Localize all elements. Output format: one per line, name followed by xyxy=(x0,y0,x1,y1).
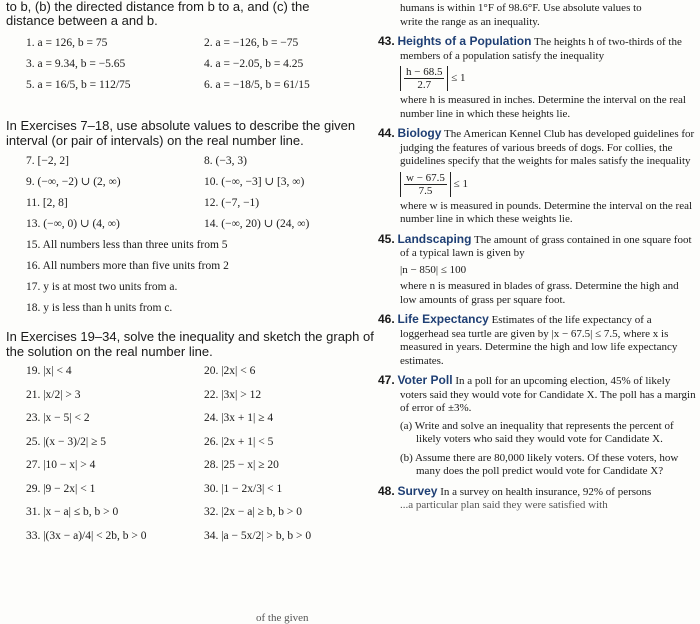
exercise-3: 3. a = 9.34, b = −5.65 xyxy=(26,58,126,70)
exercise-16: 16. All numbers more than five units from 2 xyxy=(26,260,229,272)
exercise-8: 8. (−3, 3) xyxy=(204,155,247,167)
exercise-5: 5. a = 16/5, b = 112/75 xyxy=(26,79,131,91)
exercise-title: Survey xyxy=(397,483,438,498)
exercise-title: Landscaping xyxy=(397,231,472,246)
exercise-title: Life Expectancy xyxy=(397,312,489,326)
exercise-13: 13. (−∞, 0) ∪ (4, ∞) xyxy=(26,218,120,230)
interval-exercises xyxy=(6,152,374,320)
fragment-line-1: humans is within 1°F of 98.6°F. Use absolute values to xyxy=(400,2,642,14)
exercise-15: 15. All numbers less than three units from 5 xyxy=(26,239,228,251)
exercise-32: 32. |2x − a| ≥ b, b > 0 xyxy=(204,506,302,518)
formula-numerator: w − 67.5 xyxy=(406,171,445,184)
part-b: (b) Assume there are 80,000 likely voters. Of these voters, how many does the poll predict would vote for Candidate X? xyxy=(400,451,679,477)
exercise-9: 9. (−∞, −2) ∪ (2, ∞) xyxy=(26,176,121,188)
formula xyxy=(400,66,696,91)
formula-rhs: ≤ 1 xyxy=(451,72,466,85)
exercise-12: 12. (−7, −1) xyxy=(204,197,260,209)
exercise-number: 48. xyxy=(378,483,395,498)
exercise-17: 17. y is at most two units from a. xyxy=(26,281,178,293)
formula-numerator: h − 68.5 xyxy=(406,66,443,78)
exercise-25: 25. |(x − 3)/2| ≥ 5 xyxy=(26,436,107,448)
fragment-line-2: write the range as an inequality. xyxy=(400,15,540,28)
exercise-text: Estimates of the life expectancy of a loggerhead sea turtle are given by |x − 67.5| ≤ 7.5, where x is measured in years. Determine the high and low life expectancy estimates. xyxy=(400,314,678,367)
exercise-10: 10. (−∞, −3] ∪ [3, ∞) xyxy=(204,176,305,188)
exercise-30: 30. |1 − 2x/3| < 1 xyxy=(204,483,283,495)
exercise-43 xyxy=(378,35,696,121)
exercise-14: 14. (−∞, 20) ∪ (24, ∞) xyxy=(204,218,310,230)
formula xyxy=(400,172,696,197)
exercise-29: 29. |9 − 2x| < 1 xyxy=(26,483,96,495)
exercise-22: 22. |3x| > 12 xyxy=(204,389,262,401)
part-a: (a) Write and solve an inequality that represents the percent of likely voters who said they would vote for Candidate X. xyxy=(400,419,674,445)
exercise-33: 33. |(3x − a)/4| < 2b, b > 0 xyxy=(26,530,147,542)
instructions-7-18: In Exercises 7–18, use absolute values to describe the given interval (or pair of intervals) on the real number line. xyxy=(6,118,356,148)
exercise-24: 24. |3x + 1| ≥ 4 xyxy=(204,412,274,424)
exercise-2: 2. a = −126, b = −75 xyxy=(204,37,299,49)
exercise-34: 34. |a − 5x/2| > b, b > 0 xyxy=(204,530,312,542)
exercise-number: 44. xyxy=(378,126,395,140)
exercise-27: 27. |10 − x| > 4 xyxy=(26,459,96,471)
exercise-text: The American Kennel Club has developed guidelines for judging the features of various breeds of dogs. For collies, the guidelines specify that the weights for males satisfy the inequality xyxy=(400,128,695,167)
top-fragment xyxy=(6,0,374,28)
exercise-19: 19. |x| < 4 xyxy=(26,365,72,377)
formula-denominator: 7.5 xyxy=(418,184,433,197)
exercise-number: 43. xyxy=(378,34,395,48)
exercise-44 xyxy=(378,127,696,227)
formula-denominator: 2.7 xyxy=(417,79,432,91)
exercise-number: 46. xyxy=(378,312,395,326)
exercise-1: 1. a = 126, b = 75 xyxy=(26,37,108,49)
top-fragment-right xyxy=(378,2,696,29)
exercise-46 xyxy=(378,313,696,368)
fragment-line-2: distance between a and b. xyxy=(6,13,158,28)
exercise-31: 31. |x − a| ≤ b, b > 0 xyxy=(26,506,119,518)
exercise-48 xyxy=(378,485,696,513)
inequality-exercises xyxy=(6,362,374,550)
exercise-title: Biology xyxy=(397,126,442,140)
exercise-6: 6. a = −18/5, b = 61/15 xyxy=(204,79,310,91)
exercise-text: The amount of grass contained in one square foot of a typical lawn is given by xyxy=(400,233,692,259)
exercise-11: 11. [2, 8] xyxy=(26,197,68,209)
exercise-28: 28. |25 − x| ≥ 20 xyxy=(204,459,279,471)
formula-rhs: ≤ 1 xyxy=(453,177,468,190)
exercise-number: 47. xyxy=(378,373,395,387)
exercise-20: 20. |2x| < 6 xyxy=(204,365,256,377)
instructions-19-34: In Exercises 19–34, solve the inequality and sketch the graph of the solution on the real number line. xyxy=(6,329,374,359)
exercise-7: 7. [−2, 2] xyxy=(26,155,69,167)
bottom-fragment: of the given xyxy=(256,612,309,624)
exercise-45 xyxy=(378,233,696,308)
formula: |n − 850| ≤ 100 xyxy=(400,263,467,276)
exercise-26: 26. |2x + 1| < 5 xyxy=(204,436,274,448)
exercise-title: Heights of a Population xyxy=(397,34,532,48)
exercise-23: 23. |x − 5| < 2 xyxy=(26,412,90,424)
exercise-title: Voter Poll xyxy=(397,373,453,387)
exercise-followup: where w is measured in pounds. Determine the interval on the real number line in which these weights lie. xyxy=(400,199,693,225)
exercise-followup: where h is measured in inches. Determine the interval on the real number line in which these heights lie. xyxy=(400,94,686,120)
exercise-47 xyxy=(378,374,696,479)
cutoff-line: ...a particular plan said they were satisfied with xyxy=(400,499,608,511)
exercise-21: 21. |x/2| > 3 xyxy=(26,389,81,401)
exercise-followup: where n is measured in blades of grass. Determine the high and low amounts of grass per square foot. xyxy=(400,280,679,306)
exercise-text: In a poll for an upcoming election, 45% of likely voters said they would vote for Candidate X. The poll has a margin of error of ±3%. xyxy=(400,375,696,414)
exercise-text: The heights h of two-thirds of the members of a population satisfy the inequality xyxy=(400,36,682,62)
distance-exercises xyxy=(6,34,374,97)
exercise-text: In a survey on health insurance, 92% of persons xyxy=(440,485,652,498)
fragment-line-1: to b, (b) the directed distance from b to a, and (c) the xyxy=(6,0,310,14)
exercise-18: 18. y is less than h units from c. xyxy=(26,302,173,314)
right-column xyxy=(378,0,696,519)
left-column xyxy=(6,0,374,624)
exercise-number: 45. xyxy=(378,231,395,246)
exercise-4: 4. a = −2.05, b = 4.25 xyxy=(204,58,304,70)
